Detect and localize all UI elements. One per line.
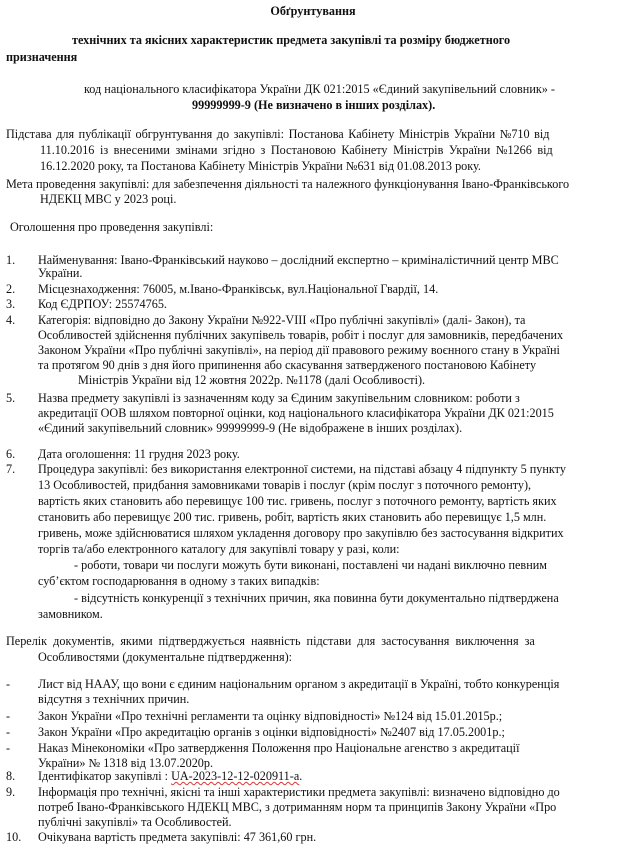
doc-line: відсутня з технічних причин. — [38, 692, 190, 706]
sub-bullet-2-line-2: замовником. — [38, 607, 103, 621]
item-line: «Єдиний закупівельний словник» 99999999-9 (Не відображене в інших розділах). — [38, 421, 463, 435]
item-line: вартість яких становить або перевищує 100 тис. гривень, послуг з поточного ремонту, вартість яких — [38, 494, 557, 508]
sub-bullet-2-line-1: - відсутність конкуренції з технічних причин, яка повинна бути документально підтверджена — [74, 591, 559, 605]
item-line: Найменування: Івано-Франківський науково – дослідний експертно – криміналістичний центр МВС — [38, 253, 559, 267]
document-title: Обґрунтування — [270, 4, 356, 18]
doc-line: Наказ Мінекономіки «Про затвердження Положення про Національне агенство з акредитації — [38, 741, 520, 755]
goal-line-1: Мета проведення закупівлі: для забезпечення діяльності та належного функціонування Івано-Франківського — [6, 177, 570, 191]
item-line: України. — [38, 266, 83, 280]
item-line: потреб Івано-Франківського НДЕКЦ МВС, з дотриманням норм та принципів Закону України «Про — [38, 800, 557, 814]
doc-bullet: - — [6, 677, 11, 691]
list-item — [38, 462, 618, 558]
item-number: 6. — [6, 447, 16, 461]
list-item — [38, 769, 618, 783]
item-line: Категорія: відповідно до Закону України №922-VIII «Про публічні закупівлі» (далі- Закон), та — [38, 313, 526, 327]
item-line: 13 Особливостей, придбання замовниками товарів і послуг (крім послуг з поточного ремонту), — [38, 478, 532, 492]
item-line: Очікувана вартість предмета закупівлі: 47 361,60 грн. — [38, 830, 317, 844]
item-number: 3. — [6, 297, 16, 311]
list-item — [38, 447, 618, 461]
list-item — [38, 282, 618, 296]
list-item — [38, 785, 618, 830]
item-line: акредитації ООВ шляхом повторної оцінки, код національного класифікатора України ДК 021:2015 — [38, 406, 554, 420]
list-item — [38, 391, 618, 436]
item-line: Законом України «Про публічні закупівлі», на період дії правового режиму воєнного стану в Україні — [38, 343, 560, 357]
basis-line-1: Підстава для публікації обгрунтування до закупівлі: Постанова Кабінету Міністрів України №710 від — [6, 127, 550, 141]
doc-item — [38, 677, 618, 707]
item-line: становить або перевищує 200 тис. гривень, робіт, вартість яких становить або перевищує 1,5 млн. — [38, 510, 547, 524]
goal-line-2: НДЕКЦ МВС у 2023 році. — [40, 192, 177, 206]
item-number: 7. — [6, 462, 16, 476]
item-line: Міністрів України від 12 жовтня 2022р. №1178 (далі Особливості). — [78, 373, 426, 387]
doc-line: Закон України «Про акредитацію органів з оцінки відповідності» №2407 від 17.05.2001р.; — [38, 725, 505, 739]
item-line: Код ЄДРПОУ: 25574765. — [38, 297, 167, 311]
item-number: 1. — [6, 253, 16, 267]
procurement-id-link[interactable]: UA-2023-12-12-020911-a — [171, 769, 300, 783]
item-line: та протягом 90 днів з дня його припинення або скасування затвердженого постановою Кабінету — [38, 358, 537, 372]
item-number: 5. — [6, 391, 16, 405]
doc-bullet: - — [6, 709, 11, 723]
item-line: Назва предмету закупівлі із зазначенням коду за Єдиним закупівельним словником: роботи з — [38, 391, 520, 405]
item-line: гривень, може здійснюватися шляхом укладення договору про закупівлю без застосування відкритих — [38, 526, 564, 540]
item-number: 10. — [6, 830, 22, 844]
list-item — [38, 297, 618, 311]
item-line: Особливостей здійснення публічних закупівель товарів, робіт і послуг для замовників, передбачених — [38, 328, 564, 342]
item-line: Дата оголошення: 11 грудня 2023 року. — [38, 447, 240, 461]
basis-line-2: 11.10.2016 із внесеними змінами згідно з Постановою Кабінету Міністрів України №1266 від — [40, 143, 553, 157]
title-line-5: 99999999-9 (Не визначено в інших розділах). — [192, 98, 436, 112]
doc-item — [38, 709, 618, 723]
item-line: публічні закупівлі» та Особливостей. — [38, 815, 232, 829]
list-item — [38, 253, 618, 279]
list-item — [38, 313, 618, 388]
item-number: 4. — [6, 313, 16, 327]
doc-bullet: - — [6, 741, 11, 755]
title-line-2: технічних та якісних характеристик предмета закупівлі та розміру бюджетного — [72, 33, 511, 47]
item-number: 9. — [6, 785, 16, 799]
item-line: Місцезнаходження: 76005, м.Івано-Франківськ, вул.Національної Гвардії, 14. — [38, 282, 439, 296]
item-line: Процедура закупівлі: без використання електронної системи, на підставі абзацу 4 підпункту 5 пункту — [38, 462, 566, 476]
doc-item — [38, 741, 618, 771]
title-line-4: код національного класифікатора України ДК 021:2015 «Єдиний закупівельний словник» - — [84, 82, 555, 96]
doc-line: Лист від НААУ, що вони є єдиним національним органом з акредитації в Україні, тобто конкуренція — [38, 677, 560, 691]
item-line: торгів та/або електронного каталогу для закупівлі товару у разі, коли: — [38, 542, 400, 556]
sub-bullet-1-line-2: суб’єктом господарювання в одному з таких випадків: — [38, 574, 320, 588]
list-item — [38, 830, 618, 844]
title-line-3: призначення — [6, 50, 78, 64]
item-number: 8. — [6, 769, 16, 783]
doc-line: України» № 1318 від 13.07.2020р. — [38, 756, 214, 770]
doc-item — [38, 725, 618, 739]
procurement-id-period: . — [299, 769, 303, 783]
basis-line-3: 16.12.2020 року, та Постанова Кабінету Міністрів України №631 від 01.08.2013 року. — [40, 159, 481, 173]
docs-intro-line-1: Перелік документів, якими підтверджується наявність підстави для застосування виключення за — [6, 634, 535, 648]
doc-bullet: - — [6, 725, 11, 739]
item-number: 2. — [6, 282, 16, 296]
sub-bullet-1-line-1: - роботи, товари чи послуги можуть бути виконані, поставлені чи надані виключно певним — [74, 558, 547, 572]
announcement-heading: Оголошення про проведення закупівлі: — [10, 220, 214, 234]
item-line: Інформація про технічні, якісні та інші характеристики предмета закупівлі: визначено відповідно до — [38, 785, 560, 799]
procurement-id-label: Ідентифікатор закупівлі : — [38, 769, 172, 783]
doc-line: Закон України «Про технічні регламенти та оцінку відповідності» №124 від 15.01.2015р.; — [38, 709, 503, 723]
docs-intro-line-2: Особливостями (документальне підтвердження): — [38, 650, 293, 664]
